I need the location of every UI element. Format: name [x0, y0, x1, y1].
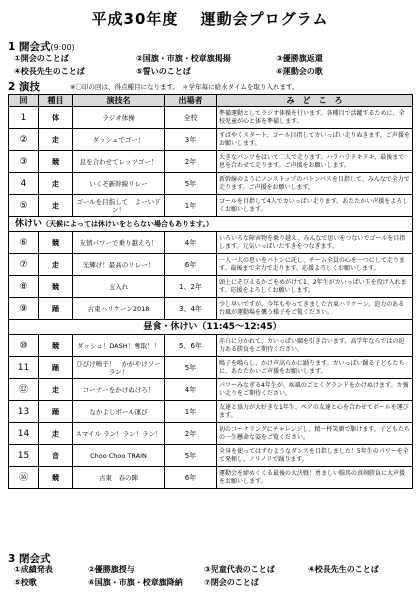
- table-row: [9, 151, 413, 173]
- event-type: 走: [39, 423, 73, 445]
- event-type: 競: [39, 467, 73, 489]
- event-description: 少し早いですが、今年もやってきました古東ハリケーン。迫力のある台風が運動場を襲う様子をご覧ください。: [217, 298, 413, 320]
- break-band: [9, 217, 413, 232]
- event-number: ⑫: [9, 379, 39, 401]
- event-type: 走: [39, 379, 73, 401]
- event-description: 全身を使ってはずむようなダンスを目指しました！5年生のパワーを全て発揮し、ノリノリで踊ります。: [217, 445, 413, 467]
- closing-item: ⑥国旗・市旗・校章旗降納: [88, 578, 183, 587]
- event-type: 競: [39, 335, 73, 357]
- event-number: 13: [9, 401, 39, 423]
- event-type: 走: [39, 195, 73, 217]
- table-row: [9, 254, 413, 276]
- opening-items-row1: [14, 53, 323, 64]
- event-name: 息を合わせてレッツゴー！: [73, 151, 165, 173]
- event-name: ダッシュでゴー！: [73, 129, 165, 151]
- event-name: ひびけ鳴子！ かがやけソーラン！: [73, 357, 165, 379]
- event-name: 玉入れ: [73, 276, 165, 298]
- table-row: [9, 232, 413, 254]
- event-type: 競: [39, 151, 73, 173]
- closing-items-row2: [14, 577, 259, 588]
- event-name: 友情パワーで乗り越えろ！: [73, 232, 165, 254]
- event-description: 新幹線のようにノンストップのバトンパスを目指して、みんなで全力で走ります。ご声援をお願いします。: [217, 173, 413, 195]
- event-description: 一人一人の思いをバトンに託し、チーム全員の心を一つにして走ります。最後まで全力で走ります。応援よろしくお願いします。: [217, 254, 413, 276]
- event-number: 14: [9, 423, 39, 445]
- closing-items-row1: [14, 564, 379, 575]
- event-description: 鳴子を鳴らし、かけ声高らかに踊ります。カいっぱい踊る子どもたちに、あたたかいご声援をお願いします。: [217, 357, 413, 379]
- event-description: パワーみなぎる4年生が、疾風のごとくグランドをかけぬけます。カ強い走りをご期待ください。: [217, 379, 413, 401]
- opening-time: (9:00): [50, 43, 75, 52]
- event-description: 頭上にそびえるかごをめがけて1、2年生がカいっぱい玉を投げ入れます。応援をよろしくお願いします。: [217, 276, 413, 298]
- event-participants: 2年: [165, 423, 217, 445]
- event-name: Choo Choo TRAIN: [73, 445, 165, 467]
- closing-heading: 3 閉会式: [8, 553, 51, 565]
- event-participants: 1年: [165, 195, 217, 217]
- event-name: 光輝け！最高のリレー！: [73, 254, 165, 276]
- table-row: [9, 195, 413, 217]
- event-type: 走: [39, 129, 73, 151]
- lunch-band: 昼食・休けい（11:45～12:45）: [9, 320, 413, 335]
- table-row: [9, 335, 413, 357]
- program-table: [8, 94, 413, 489]
- table-row: [9, 467, 413, 489]
- closing-item: ⑦閉会のことば: [204, 578, 259, 587]
- break-band-row: [9, 217, 413, 232]
- opening-heading: [8, 39, 75, 54]
- event-type: 音: [39, 445, 73, 467]
- event-participants: 6年: [165, 254, 217, 276]
- events-heading: 2 演技: [8, 81, 40, 93]
- event-participants: 5年: [165, 173, 217, 195]
- event-type: 競: [39, 276, 73, 298]
- table-row: [9, 107, 413, 129]
- event-name: ダッシュ！DASH！奪取！！: [73, 335, 165, 357]
- table-row: [9, 379, 413, 401]
- header-cell: 種目: [39, 95, 73, 107]
- opening-item: ⑤誓いのことば: [136, 67, 191, 76]
- table-row: [9, 401, 413, 423]
- event-name: コーナーをかけぬけろ！: [73, 379, 165, 401]
- event-name: なかよしボール運び: [73, 401, 165, 423]
- event-number: 11: [9, 357, 39, 379]
- event-name: 古東 春の陣: [73, 467, 165, 489]
- event-description: すばやくスタート、ゴール目指してカいっぱい走りぬきます。ご声援をお願いします。: [217, 129, 413, 151]
- event-type: 体: [39, 107, 73, 129]
- event-description: 大きなパンツをはいて二人で走ります。ハラハラドキドキ、最後まで息を合わせて走ります。ご声援をお願いします。: [217, 151, 413, 173]
- event-number: ③: [9, 151, 39, 173]
- header-cell: 回: [9, 95, 39, 107]
- table-row: [9, 276, 413, 298]
- event-participants: 2年: [165, 151, 217, 173]
- event-participants: 4年: [165, 232, 217, 254]
- event-name: ラジオ体操: [73, 107, 165, 129]
- event-name: スマイル ラン！ラン！ラン！: [73, 423, 165, 445]
- table-row: [9, 445, 413, 467]
- event-description: いろいろな障害物を乗り越え、みんなで思いをつないでゴールを目指します。元気いっぱいたすきをつなぎます。: [217, 232, 413, 254]
- event-participants: 3年: [165, 129, 217, 151]
- event-name: ゴールを目指して よーいドン！: [73, 195, 165, 217]
- opening-item: ①開会のことば: [14, 54, 69, 63]
- event-number: ②: [9, 129, 39, 151]
- event-type: 競: [39, 232, 73, 254]
- event-number: ⑧: [9, 276, 39, 298]
- event-number: 4: [9, 173, 39, 195]
- event-description: 初のコーナリングにチャレンジし、精一杯笑顔で駆けます。子どもたちの一生懸命な姿をご覧ください。: [217, 423, 413, 445]
- closing-item: ⑤校歌: [14, 578, 37, 587]
- event-number: 15: [9, 445, 39, 467]
- event-participants: 4年: [165, 379, 217, 401]
- lunch-band-row: [9, 320, 413, 335]
- table-row: [9, 423, 413, 445]
- event-participants: 全校: [165, 107, 217, 129]
- table-row: [9, 173, 413, 195]
- closing-item: ②優勝旗授与: [88, 565, 135, 574]
- table-row: [9, 357, 413, 379]
- event-type: 踊: [39, 401, 73, 423]
- header-cell: み ど こ ろ: [217, 95, 413, 107]
- event-participants: 1、2年: [165, 276, 217, 298]
- event-number: ⑦: [9, 254, 39, 276]
- opening-item: ④校長先生のことば: [14, 67, 85, 76]
- break-note: （天候によっては休けいをとらない場合もあります。）: [42, 220, 213, 228]
- event-type: 踊: [39, 357, 73, 379]
- table-row: [9, 298, 413, 320]
- table-header-row: [9, 95, 413, 107]
- event-number: ⑩: [9, 335, 39, 357]
- event-participants: 5年: [165, 357, 217, 379]
- event-type: 走: [39, 173, 73, 195]
- break-title: 休けい: [15, 219, 43, 229]
- events-note: ※〇印の回は、得点種目になります。 ＊学年毎に給水タイムを取り入れます。: [70, 83, 299, 91]
- event-description: 運動会を締めくくる最後の大決戦！勇ましい騎馬の真剣勝負に大声援をお願いします。: [217, 467, 413, 489]
- event-number: 1: [9, 107, 39, 129]
- opening-item: ⑥運動会の歌: [276, 67, 323, 76]
- event-number: ⑯: [9, 467, 39, 489]
- event-name: 古東ハリケーン2018: [73, 298, 165, 320]
- event-description: 赤白に分かれて、カいっぱい綱を引き合います。高学年ならではの迫力ある勝負をご期待ください。: [217, 335, 413, 357]
- header-cell: 演技名: [73, 95, 165, 107]
- opening-item: ③優勝旗返還: [276, 54, 323, 63]
- event-participants: 5、6年: [165, 335, 217, 357]
- event-name: いくぞ新幹線リレー: [73, 173, 165, 195]
- event-participants: 1年: [165, 401, 217, 423]
- event-number: ⑨: [9, 298, 39, 320]
- event-description: 友達と協力が大好きな1年生、ペアの友達と心を合わせてボールを運びます。: [217, 401, 413, 423]
- closing-item: ①成績発表: [14, 565, 53, 574]
- closing-item: ④校長先生のことば: [308, 565, 379, 574]
- closing-item: ③児童代表のことば: [204, 565, 275, 574]
- page-title: 平成30年度 運動会プログラム: [91, 10, 329, 28]
- event-number: ⑤: [9, 195, 39, 217]
- event-type: 踊: [39, 298, 73, 320]
- event-description: 準備運動としてラジオ体操を行います。各種目で活躍するために、全校児童が心と体を準備します。: [217, 107, 413, 129]
- event-number: ⑥: [9, 232, 39, 254]
- header-cell: 出場者: [165, 95, 217, 107]
- opening-heading-label: 1 開会式: [8, 41, 51, 53]
- table-row: [9, 129, 413, 151]
- event-participants: 3、4年: [165, 298, 217, 320]
- event-participants: 6年: [165, 467, 217, 489]
- event-type: 走: [39, 254, 73, 276]
- opening-items-row2: [14, 66, 323, 77]
- event-description: ゴールを目指して4人でカいっぱい走ります。あたたかい声援をよろしくお願いします。: [217, 195, 413, 217]
- event-participants: 5年: [165, 445, 217, 467]
- opening-item: ②国旗・市旗・校章旗掲揚: [136, 54, 231, 63]
